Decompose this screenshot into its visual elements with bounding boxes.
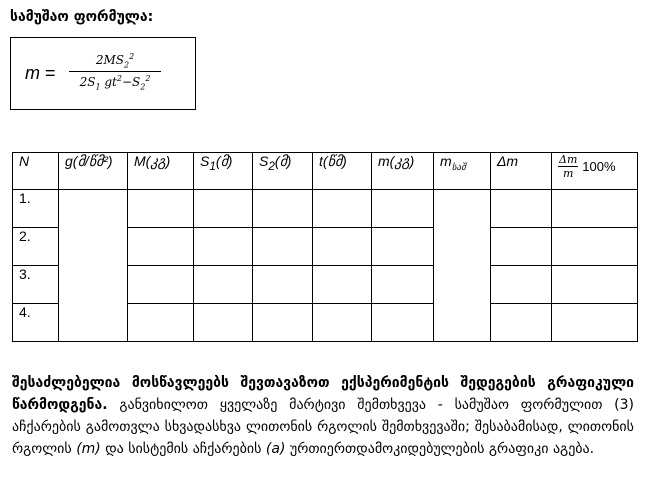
table-cell[interactable] [253,304,313,342]
measurements-table [12,152,638,342]
relative-error-fraction: $\frac{\Delta m}{m}$ [559,153,578,180]
table-cell[interactable] [253,228,313,266]
header-s2: $S_2(მ)$ [253,153,313,190]
row-number: 4. [13,304,59,342]
table-cell[interactable] [194,228,253,266]
header-s1: $S_1(მ)$ [194,153,253,190]
paragraph-var-a: (a) [265,441,286,457]
table-cell[interactable] [128,190,194,228]
table-cell[interactable] [128,228,194,266]
formula-denominator: $2S_1$ $gt^2-S_2^2$ [79,74,151,92]
row-number: 1. [13,190,59,228]
table-cell[interactable] [194,304,253,342]
header-m: m(კგ) [372,153,434,190]
table-cell[interactable] [491,304,552,342]
formula-numerator: $2MS_2^2$ [69,52,161,72]
table-cell[interactable] [128,304,194,342]
table-cell[interactable] [372,190,434,228]
table-cell[interactable] [253,190,313,228]
header-g: g(მ/წმ²) [59,153,128,190]
paragraph-text: ურთიერთდამოკიდებულების გრაფიკი აგება. [285,441,595,457]
table-cell[interactable] [491,190,552,228]
table-cell[interactable] [313,190,372,228]
table-cell[interactable] [552,190,638,228]
table-cell[interactable] [372,304,434,342]
header-t: t(წმ) [313,153,372,190]
table-cell[interactable] [194,190,253,228]
table-cell[interactable] [313,304,372,342]
row-number: 2. [13,228,59,266]
header-m-average: $m_{საშ}$ [434,153,491,190]
table-cell[interactable] [491,266,552,304]
g-merged-cell[interactable] [59,190,128,342]
section-heading: სამუშაო ფორმულა: [10,9,154,25]
table-cell[interactable] [372,266,434,304]
table-cell[interactable] [313,266,372,304]
header-big-m: M(კგ) [128,153,194,190]
description-paragraph [12,372,634,460]
m-average-merged-cell[interactable] [434,190,491,342]
paragraph-text: და სისტემის აჩქარების [100,441,266,457]
row-number: 3. [13,266,59,304]
paragraph-text: განვიხილოთ ყველაზე მარტივი შემთხვევა - სამუშაო ფორმულით (3) აჩქარების გამოთვლა სხვადასხვა ლითონის რგოლის შემთხვევაში; შესაბამისად, ლითონის რგოლის [12,397,634,457]
formula-box [10,37,196,110]
table-row [13,190,638,228]
table-cell[interactable] [552,304,638,342]
table-cell[interactable] [552,228,638,266]
formula-fraction [69,52,161,92]
table-cell[interactable] [194,266,253,304]
table-cell[interactable] [372,228,434,266]
header-relative-error: $\frac{\Delta m}{m}$ 100% [552,153,638,190]
table-cell[interactable] [128,266,194,304]
table-cell[interactable] [253,266,313,304]
table-header-row [13,153,638,190]
paragraph-var-m: (m) [76,441,101,457]
header-delta-m: Δm [491,153,552,190]
paragraph-bold-lead: შესაძლებელია მოსწავლეებს შევთავაზოთ ექსპერიმენტის შედეგების გრაფიკული წარმოდგენა. [12,375,634,413]
header-n: N [13,153,59,190]
table-cell[interactable] [552,266,638,304]
table-cell[interactable] [313,228,372,266]
formula-lhs: m = [25,63,56,83]
table-cell[interactable] [491,228,552,266]
